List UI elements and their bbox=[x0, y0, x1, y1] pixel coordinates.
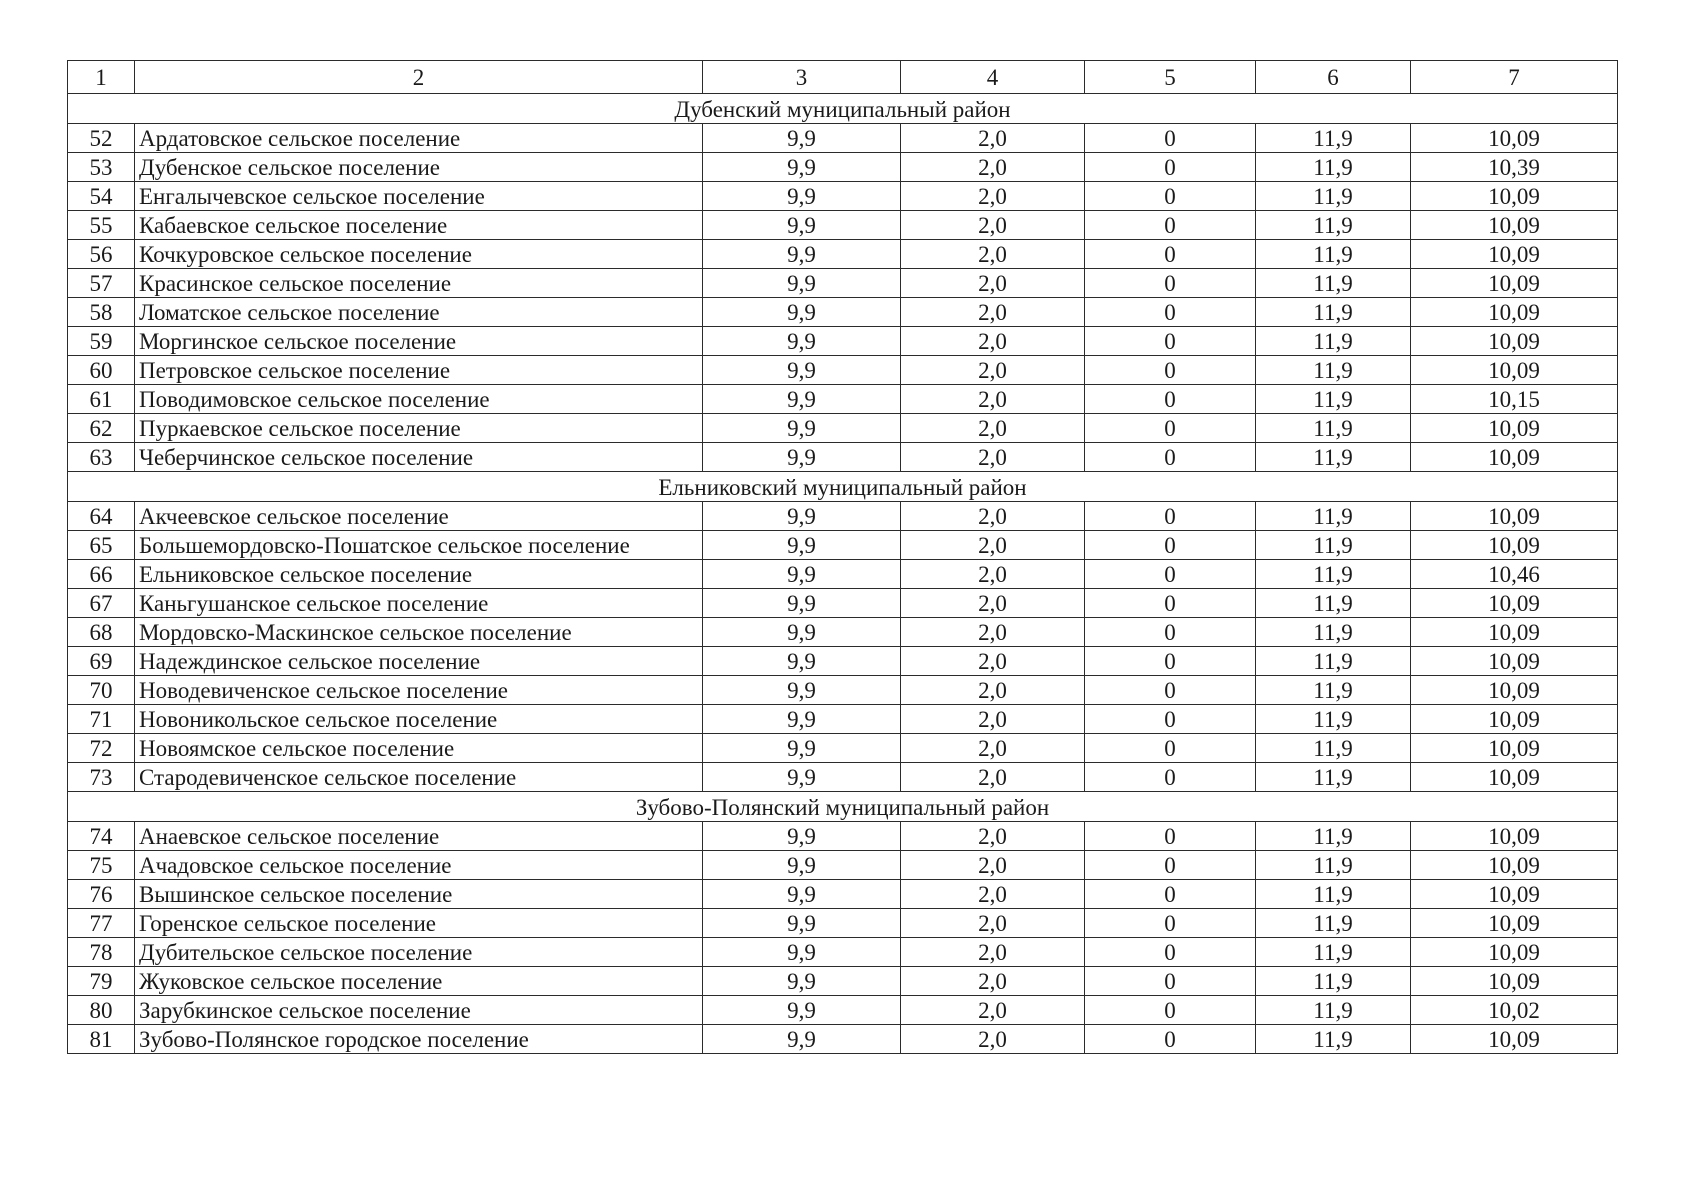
settlement-name: Ачадовское сельское поселение bbox=[135, 851, 703, 880]
row-number: 81 bbox=[68, 1025, 135, 1054]
row-number: 61 bbox=[68, 385, 135, 414]
value-col-6: 11,9 bbox=[1256, 909, 1411, 938]
value-col-3: 9,9 bbox=[703, 269, 901, 298]
value-col-5: 0 bbox=[1085, 531, 1256, 560]
row-number: 67 bbox=[68, 589, 135, 618]
settlement-name: Енгалычевское сельское поселение bbox=[135, 182, 703, 211]
row-number: 56 bbox=[68, 240, 135, 269]
settlement-name: Ельниковское сельское поселение bbox=[135, 560, 703, 589]
value-col-4: 2,0 bbox=[901, 647, 1085, 676]
value-col-7: 10,09 bbox=[1411, 240, 1618, 269]
value-col-3: 9,9 bbox=[703, 851, 901, 880]
settlement-name: Дубенское сельское поселение bbox=[135, 153, 703, 182]
settlement-name: Пуркаевское сельское поселение bbox=[135, 414, 703, 443]
value-col-6: 11,9 bbox=[1256, 240, 1411, 269]
table-row bbox=[68, 211, 1618, 240]
value-col-7: 10,09 bbox=[1411, 676, 1618, 705]
value-col-4: 2,0 bbox=[901, 967, 1085, 996]
table-row bbox=[68, 443, 1618, 472]
settlement-name: Кабаевское сельское поселение bbox=[135, 211, 703, 240]
settlement-name: Надеждинское сельское поселение bbox=[135, 647, 703, 676]
value-col-5: 0 bbox=[1085, 502, 1256, 531]
settlement-name: Поводимовское сельское поселение bbox=[135, 385, 703, 414]
settlement-name: Большемордовско-Пошатское сельское поселение bbox=[135, 531, 703, 560]
value-col-5: 0 bbox=[1085, 822, 1256, 851]
settlement-name: Вышинское сельское поселение bbox=[135, 880, 703, 909]
value-col-7: 10,09 bbox=[1411, 909, 1618, 938]
value-col-4: 2,0 bbox=[901, 356, 1085, 385]
row-number: 74 bbox=[68, 822, 135, 851]
table-row bbox=[68, 327, 1618, 356]
row-number: 77 bbox=[68, 909, 135, 938]
value-col-7: 10,09 bbox=[1411, 880, 1618, 909]
table-body bbox=[68, 61, 1618, 1054]
value-col-5: 0 bbox=[1085, 356, 1256, 385]
settlement-name: Новоникольское сельское поселение bbox=[135, 705, 703, 734]
data-table bbox=[67, 60, 1618, 1054]
value-col-6: 11,9 bbox=[1256, 589, 1411, 618]
value-col-3: 9,9 bbox=[703, 385, 901, 414]
value-col-4: 2,0 bbox=[901, 211, 1085, 240]
column-header-1: 1 bbox=[68, 61, 135, 94]
value-col-4: 2,0 bbox=[901, 124, 1085, 153]
value-col-3: 9,9 bbox=[703, 211, 901, 240]
value-col-4: 2,0 bbox=[901, 531, 1085, 560]
value-col-5: 0 bbox=[1085, 880, 1256, 909]
value-col-5: 0 bbox=[1085, 647, 1256, 676]
row-number: 60 bbox=[68, 356, 135, 385]
row-number: 54 bbox=[68, 182, 135, 211]
value-col-7: 10,09 bbox=[1411, 269, 1618, 298]
settlement-name: Дубительское сельское поселение bbox=[135, 938, 703, 967]
value-col-3: 9,9 bbox=[703, 705, 901, 734]
value-col-5: 0 bbox=[1085, 153, 1256, 182]
table-row bbox=[68, 124, 1618, 153]
value-col-4: 2,0 bbox=[901, 938, 1085, 967]
value-col-6: 11,9 bbox=[1256, 182, 1411, 211]
value-col-3: 9,9 bbox=[703, 647, 901, 676]
row-number: 71 bbox=[68, 705, 135, 734]
value-col-7: 10,09 bbox=[1411, 531, 1618, 560]
value-col-5: 0 bbox=[1085, 182, 1256, 211]
value-col-3: 9,9 bbox=[703, 531, 901, 560]
value-col-6: 11,9 bbox=[1256, 938, 1411, 967]
settlement-name: Мордовско-Маскинское сельское поселение bbox=[135, 618, 703, 647]
value-col-6: 11,9 bbox=[1256, 880, 1411, 909]
value-col-4: 2,0 bbox=[901, 763, 1085, 792]
value-col-5: 0 bbox=[1085, 734, 1256, 763]
value-col-4: 2,0 bbox=[901, 298, 1085, 327]
value-col-3: 9,9 bbox=[703, 124, 901, 153]
value-col-6: 11,9 bbox=[1256, 531, 1411, 560]
value-col-3: 9,9 bbox=[703, 298, 901, 327]
value-col-5: 0 bbox=[1085, 996, 1256, 1025]
value-col-3: 9,9 bbox=[703, 1025, 901, 1054]
settlement-name: Зубово-Полянское городское поселение bbox=[135, 1025, 703, 1054]
settlement-name: Ломатское сельское поселение bbox=[135, 298, 703, 327]
settlement-name: Акчеевское сельское поселение bbox=[135, 502, 703, 531]
value-col-6: 11,9 bbox=[1256, 763, 1411, 792]
value-col-4: 2,0 bbox=[901, 734, 1085, 763]
value-col-4: 2,0 bbox=[901, 589, 1085, 618]
value-col-6: 11,9 bbox=[1256, 822, 1411, 851]
value-col-6: 11,9 bbox=[1256, 153, 1411, 182]
value-col-7: 10,09 bbox=[1411, 182, 1618, 211]
value-col-5: 0 bbox=[1085, 124, 1256, 153]
value-col-6: 11,9 bbox=[1256, 1025, 1411, 1054]
value-col-7: 10,46 bbox=[1411, 560, 1618, 589]
row-number: 73 bbox=[68, 763, 135, 792]
table-row bbox=[68, 996, 1618, 1025]
value-col-6: 11,9 bbox=[1256, 734, 1411, 763]
value-col-6: 11,9 bbox=[1256, 851, 1411, 880]
value-col-4: 2,0 bbox=[901, 414, 1085, 443]
row-number: 72 bbox=[68, 734, 135, 763]
value-col-3: 9,9 bbox=[703, 182, 901, 211]
table-row bbox=[68, 967, 1618, 996]
settlement-name: Новодевиченское сельское поселение bbox=[135, 676, 703, 705]
value-col-3: 9,9 bbox=[703, 734, 901, 763]
value-col-7: 10,09 bbox=[1411, 647, 1618, 676]
value-col-7: 10,09 bbox=[1411, 589, 1618, 618]
value-col-3: 9,9 bbox=[703, 560, 901, 589]
value-col-4: 2,0 bbox=[901, 909, 1085, 938]
row-number: 55 bbox=[68, 211, 135, 240]
column-header-6: 6 bbox=[1256, 61, 1411, 94]
table-row bbox=[68, 356, 1618, 385]
value-col-7: 10,09 bbox=[1411, 124, 1618, 153]
value-col-4: 2,0 bbox=[901, 385, 1085, 414]
value-col-3: 9,9 bbox=[703, 240, 901, 269]
value-col-5: 0 bbox=[1085, 327, 1256, 356]
table-row bbox=[68, 414, 1618, 443]
row-number: 66 bbox=[68, 560, 135, 589]
value-col-5: 0 bbox=[1085, 967, 1256, 996]
table-row bbox=[68, 560, 1618, 589]
value-col-3: 9,9 bbox=[703, 589, 901, 618]
value-col-5: 0 bbox=[1085, 618, 1256, 647]
table-row bbox=[68, 938, 1618, 967]
table-row bbox=[68, 763, 1618, 792]
value-col-4: 2,0 bbox=[901, 822, 1085, 851]
value-col-4: 2,0 bbox=[901, 240, 1085, 269]
value-col-4: 2,0 bbox=[901, 1025, 1085, 1054]
row-number: 58 bbox=[68, 298, 135, 327]
column-header-5: 5 bbox=[1085, 61, 1256, 94]
value-col-5: 0 bbox=[1085, 298, 1256, 327]
value-col-6: 11,9 bbox=[1256, 124, 1411, 153]
value-col-7: 10,09 bbox=[1411, 763, 1618, 792]
row-number: 52 bbox=[68, 124, 135, 153]
value-col-4: 2,0 bbox=[901, 327, 1085, 356]
value-col-3: 9,9 bbox=[703, 909, 901, 938]
value-col-3: 9,9 bbox=[703, 880, 901, 909]
value-col-5: 0 bbox=[1085, 676, 1256, 705]
row-number: 62 bbox=[68, 414, 135, 443]
table-row bbox=[68, 822, 1618, 851]
value-col-3: 9,9 bbox=[703, 967, 901, 996]
value-col-3: 9,9 bbox=[703, 414, 901, 443]
value-col-6: 11,9 bbox=[1256, 443, 1411, 472]
value-col-3: 9,9 bbox=[703, 502, 901, 531]
value-col-7: 10,09 bbox=[1411, 967, 1618, 996]
value-col-6: 11,9 bbox=[1256, 298, 1411, 327]
value-col-3: 9,9 bbox=[703, 822, 901, 851]
value-col-6: 11,9 bbox=[1256, 560, 1411, 589]
column-header-3: 3 bbox=[703, 61, 901, 94]
value-col-3: 9,9 bbox=[703, 938, 901, 967]
settlement-name: Кочкуровское сельское поселение bbox=[135, 240, 703, 269]
value-col-6: 11,9 bbox=[1256, 705, 1411, 734]
row-number: 57 bbox=[68, 269, 135, 298]
value-col-5: 0 bbox=[1085, 211, 1256, 240]
table-row bbox=[68, 153, 1618, 182]
settlement-name: Стародевиченское сельское поселение bbox=[135, 763, 703, 792]
table-row bbox=[68, 502, 1618, 531]
table-row bbox=[68, 589, 1618, 618]
value-col-3: 9,9 bbox=[703, 763, 901, 792]
settlement-name: Горенское сельское поселение bbox=[135, 909, 703, 938]
value-col-5: 0 bbox=[1085, 240, 1256, 269]
value-col-7: 10,09 bbox=[1411, 327, 1618, 356]
table-row bbox=[68, 734, 1618, 763]
value-col-5: 0 bbox=[1085, 269, 1256, 298]
value-col-5: 0 bbox=[1085, 909, 1256, 938]
settlement-name: Моргинское сельское поселение bbox=[135, 327, 703, 356]
row-number: 65 bbox=[68, 531, 135, 560]
value-col-5: 0 bbox=[1085, 763, 1256, 792]
value-col-7: 10,09 bbox=[1411, 705, 1618, 734]
value-col-6: 11,9 bbox=[1256, 967, 1411, 996]
district-header-row bbox=[68, 94, 1618, 124]
table-row bbox=[68, 182, 1618, 211]
value-col-5: 0 bbox=[1085, 443, 1256, 472]
value-col-3: 9,9 bbox=[703, 676, 901, 705]
table-row bbox=[68, 880, 1618, 909]
settlement-name: Чеберчинское сельское поселение bbox=[135, 443, 703, 472]
value-col-3: 9,9 bbox=[703, 618, 901, 647]
column-header-7: 7 bbox=[1411, 61, 1618, 94]
value-col-6: 11,9 bbox=[1256, 356, 1411, 385]
row-number: 69 bbox=[68, 647, 135, 676]
value-col-7: 10,09 bbox=[1411, 414, 1618, 443]
table-row bbox=[68, 269, 1618, 298]
settlement-name: Красинское сельское поселение bbox=[135, 269, 703, 298]
row-number: 63 bbox=[68, 443, 135, 472]
value-col-3: 9,9 bbox=[703, 996, 901, 1025]
table-row bbox=[68, 705, 1618, 734]
value-col-4: 2,0 bbox=[901, 705, 1085, 734]
value-col-6: 11,9 bbox=[1256, 414, 1411, 443]
settlement-name: Жуковское сельское поселение bbox=[135, 967, 703, 996]
row-number: 53 bbox=[68, 153, 135, 182]
value-col-4: 2,0 bbox=[901, 502, 1085, 531]
value-col-3: 9,9 bbox=[703, 327, 901, 356]
value-col-7: 10,39 bbox=[1411, 153, 1618, 182]
value-col-7: 10,09 bbox=[1411, 618, 1618, 647]
value-col-3: 9,9 bbox=[703, 443, 901, 472]
row-number: 64 bbox=[68, 502, 135, 531]
value-col-7: 10,09 bbox=[1411, 851, 1618, 880]
row-number: 80 bbox=[68, 996, 135, 1025]
table-row bbox=[68, 1025, 1618, 1054]
table-row bbox=[68, 676, 1618, 705]
value-col-6: 11,9 bbox=[1256, 269, 1411, 298]
column-header-2: 2 bbox=[135, 61, 703, 94]
value-col-5: 0 bbox=[1085, 560, 1256, 589]
settlement-name: Каньгушанское сельское поселение bbox=[135, 589, 703, 618]
table-row bbox=[68, 240, 1618, 269]
value-col-6: 11,9 bbox=[1256, 502, 1411, 531]
value-col-4: 2,0 bbox=[901, 182, 1085, 211]
value-col-4: 2,0 bbox=[901, 153, 1085, 182]
value-col-7: 10,02 bbox=[1411, 996, 1618, 1025]
value-col-4: 2,0 bbox=[901, 618, 1085, 647]
value-col-4: 2,0 bbox=[901, 560, 1085, 589]
value-col-6: 11,9 bbox=[1256, 996, 1411, 1025]
value-col-4: 2,0 bbox=[901, 851, 1085, 880]
settlement-name: Ардатовское сельское поселение bbox=[135, 124, 703, 153]
value-col-4: 2,0 bbox=[901, 443, 1085, 472]
value-col-7: 10,09 bbox=[1411, 211, 1618, 240]
table-row bbox=[68, 909, 1618, 938]
value-col-6: 11,9 bbox=[1256, 676, 1411, 705]
district-name: Дубенский муниципальный район bbox=[68, 94, 1618, 124]
table-row bbox=[68, 851, 1618, 880]
value-col-5: 0 bbox=[1085, 1025, 1256, 1054]
column-number-header-row bbox=[68, 61, 1618, 94]
value-col-5: 0 bbox=[1085, 414, 1256, 443]
row-number: 79 bbox=[68, 967, 135, 996]
value-col-6: 11,9 bbox=[1256, 618, 1411, 647]
column-header-4: 4 bbox=[901, 61, 1085, 94]
value-col-6: 11,9 bbox=[1256, 647, 1411, 676]
table-row bbox=[68, 298, 1618, 327]
value-col-7: 10,09 bbox=[1411, 443, 1618, 472]
table-row bbox=[68, 385, 1618, 414]
value-col-7: 10,09 bbox=[1411, 502, 1618, 531]
district-name: Зубово-Полянский муниципальный район bbox=[68, 792, 1618, 822]
value-col-5: 0 bbox=[1085, 851, 1256, 880]
district-header-row bbox=[68, 792, 1618, 822]
value-col-5: 0 bbox=[1085, 938, 1256, 967]
row-number: 76 bbox=[68, 880, 135, 909]
settlement-name: Новоямское сельское поселение bbox=[135, 734, 703, 763]
value-col-4: 2,0 bbox=[901, 269, 1085, 298]
value-col-4: 2,0 bbox=[901, 676, 1085, 705]
row-number: 75 bbox=[68, 851, 135, 880]
value-col-6: 11,9 bbox=[1256, 327, 1411, 356]
row-number: 70 bbox=[68, 676, 135, 705]
row-number: 68 bbox=[68, 618, 135, 647]
value-col-7: 10,09 bbox=[1411, 356, 1618, 385]
value-col-7: 10,09 bbox=[1411, 1025, 1618, 1054]
value-col-5: 0 bbox=[1085, 385, 1256, 414]
row-number: 59 bbox=[68, 327, 135, 356]
value-col-7: 10,09 bbox=[1411, 822, 1618, 851]
value-col-4: 2,0 bbox=[901, 996, 1085, 1025]
value-col-5: 0 bbox=[1085, 705, 1256, 734]
value-col-3: 9,9 bbox=[703, 356, 901, 385]
settlement-name: Петровское сельское поселение bbox=[135, 356, 703, 385]
value-col-3: 9,9 bbox=[703, 153, 901, 182]
settlement-name: Анаевское сельское поселение bbox=[135, 822, 703, 851]
table-row bbox=[68, 647, 1618, 676]
value-col-7: 10,09 bbox=[1411, 734, 1618, 763]
row-number: 78 bbox=[68, 938, 135, 967]
value-col-7: 10,09 bbox=[1411, 938, 1618, 967]
district-header-row bbox=[68, 472, 1618, 502]
value-col-4: 2,0 bbox=[901, 880, 1085, 909]
table-row bbox=[68, 618, 1618, 647]
value-col-7: 10,15 bbox=[1411, 385, 1618, 414]
value-col-5: 0 bbox=[1085, 589, 1256, 618]
settlement-name: Зарубкинское сельское поселение bbox=[135, 996, 703, 1025]
table-row bbox=[68, 531, 1618, 560]
district-name: Ельниковский муниципальный район bbox=[68, 472, 1618, 502]
value-col-6: 11,9 bbox=[1256, 385, 1411, 414]
value-col-6: 11,9 bbox=[1256, 211, 1411, 240]
value-col-7: 10,09 bbox=[1411, 298, 1618, 327]
